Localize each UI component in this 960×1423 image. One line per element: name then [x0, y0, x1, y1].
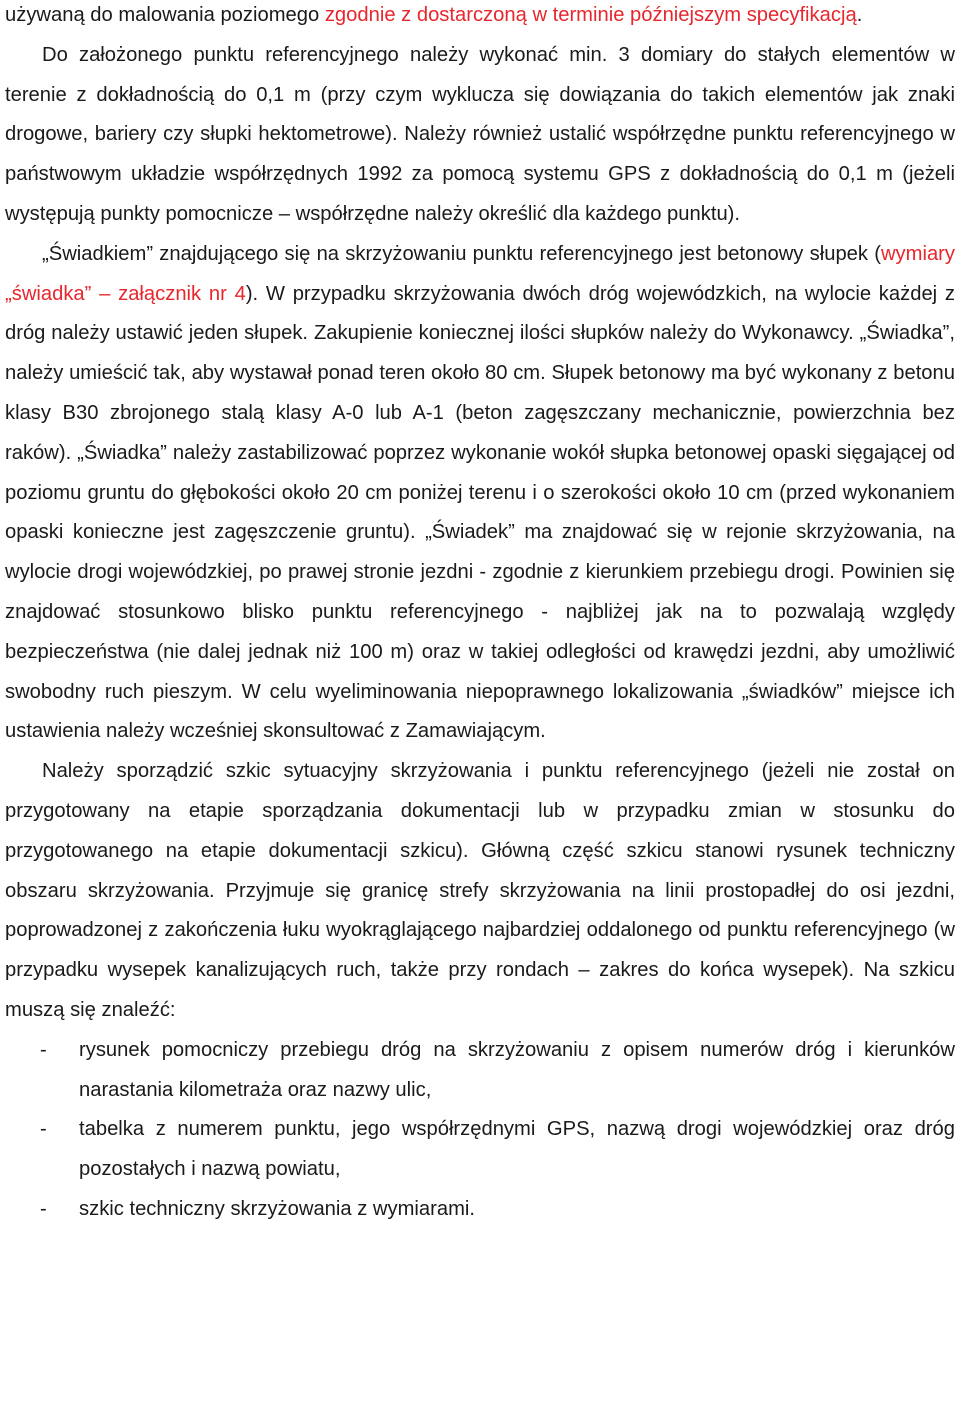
list-item: [5, 1110, 955, 1190]
paragraph-marking-spec: [5, 0, 955, 36]
highlighted-attachment-reference: wymiary „świadka” – załącznik nr 4: [5, 242, 955, 305]
paragraph-situational-sketch: Należy sporządzić szkic sytuacyjny skrzyżowania i punktu referencyjnego (jeżeli nie został on przygotowany na etapie sporządzania dokumentacji lub w przypadku zmian w stosunku do przygotowanego na etapie dokumentacji szkicu). Główną część szkicu stanowi rysunek techniczny obszaru skrzyżowania. Przyjmuje się granicę strefy skrzyżowania na linii prostopadłej do osi jezdni, poprowadzonej z zakończenia łuku wyokrąglającego najbardziej oddalonego od punktu referencyjnego (w przypadku wysepek kanalizujących ruch, także przy rondach – zakres do końca wysepek). Na szkicu muszą się znaleźć:: [5, 760, 955, 1021]
text-run: ). W przypadku skrzyżowania dwóch dróg wojewódzkich, na wylocie każdej z dróg należy ustawić jeden słupek. Zakupienie koniecznej ilości słupków należy do Wykonawcy. „Świadka”, należy umieścić tak, aby wystawał ponad teren około 80 cm. Słupek betonowy ma być wykonany z betonu klasy B30 zbrojonego stalą klasy A-0 lub A-1 (beton zagęszczany mechanicznie, powierzchnia bez raków). „Świadka” należy zastabilizować poprzez wykonanie wokół słupka betonowej opaski sięgającej od poziomu gruntu do głębokości około 20 cm poniżej terenu i o szerokości około 10 cm (przed wykonaniem opaski konieczne jest zagęszczenie gruntu). „Świadek” ma znajdować się w rejonie skrzyżowania, na wylocie drogi wojewódzkiej, po prawej stronie jezdni - zgodnie z kierunkiem przebiegu drogi. Powinien się znajdować stosunkowo blisko punktu referencyjnego - najbliżej jak na to pozwalają względy bezpieczeństwa (nie dalej jednak niż 100 m) oraz w takiej odległości od krawędzi jezdni, aby umożliwić swobodny ruch pieszym. W celu wyeliminowania niepoprawnego lokalizowania „świadków” miejsce ich ustawienia należy wcześniej skonsultować z Zamawiającym.: [5, 282, 955, 743]
highlighted-spec-text: zgodnie z dostarczoną w terminie późniejszym specyfikacją: [324, 4, 857, 26]
list-dash: -: [40, 1038, 47, 1061]
paragraph-reference-point-measurements: Do założonego punktu referencyjnego należy wykonać min. 3 domiary do stałych elementów w terenie z dokładnością do 0,1 m (przy czym wyklucza się dowiązania do takich elementów jak znaki drogowe, bariery czy słupki hektometrowe). Należy również ustalić współrzędne punktu referencyjnego w państwowym układzie współrzędnych 1992 za pomocą systemu GPS z dokładnością do 0,1 m (jeżeli występują punkty pomocnicze – współrzędne należy określić dla każdego punktu).: [5, 43, 955, 225]
list-item-text: tabelka z numerem punktu, jego współrzędnymi GPS, nazwą drogi wojewódzkiej oraz dróg pozostałych i nazwą powiatu,: [79, 1118, 955, 1181]
text-run: .: [856, 4, 863, 26]
text-run: „Świadkiem” znajdującego się na skrzyżowaniu punktu referencyjnego jest betonowy słupek (: [42, 242, 881, 265]
sketch-contents-list: [5, 1031, 955, 1230]
list-item: [5, 1190, 955, 1230]
text-run: używaną do malowania poziomego: [5, 4, 325, 26]
list-dash: -: [40, 1197, 47, 1220]
list-item: [5, 1031, 955, 1111]
paragraph-witness-post: [5, 235, 955, 752]
list-dash: -: [40, 1118, 47, 1141]
list-item-text: szkic techniczny skrzyżowania z wymiarami.: [79, 1197, 475, 1220]
list-item-text: rysunek pomocniczy przebiegu dróg na skrzyżowaniu z opisem numerów dróg i kierunków narastania kilometraża oraz nazwy ulic,: [79, 1038, 955, 1101]
